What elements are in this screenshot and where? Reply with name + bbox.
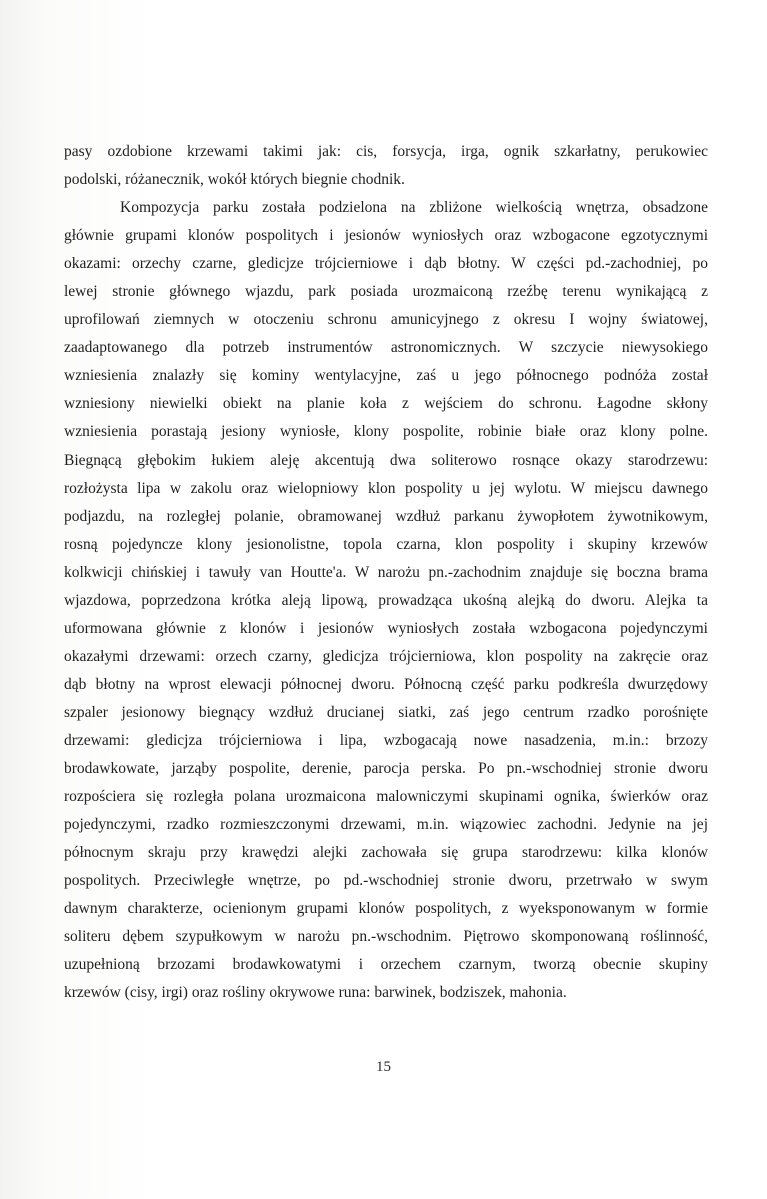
text-line: kolkwicji chińskiej i tawuły van Houtte'a. W narożu pn.-zachodnim znajduje się boczna brama — [64, 563, 708, 581]
body-text — [64, 138, 708, 1007]
text-line: pojedynczymi, rzadko rozmieszczonymi drzewami, m.in. wiązowiec zachodni. Jedynie na jej — [64, 816, 708, 834]
text-line: drzewami: gledicjza trójcierniowa i lipa, wzbogacają nowe nasadzenia, m.in.: brzozy — [64, 731, 708, 749]
text-line: brodawkowate, jarząby pospolite, derenie, parocja perska. Po pn.-wschodniej stronie dworu — [64, 760, 708, 778]
text-line: okazałymi drzewami: orzech czarny, gledicjza trójcierniowa, klon pospolity na zakręcie oraz — [64, 647, 708, 665]
text-line: wjazdowa, poprzedzona krótka aleją lipową, prowadząca ukośną alejką do dworu. Alejka ta — [64, 591, 708, 609]
text-line: okazami: orzechy czarne, gledicjze trójcierniowe i dąb błotny. W części pd.-zachodniej, po — [64, 255, 708, 273]
text-line: uprofilowań ziemnych w otoczeniu schronu amunicyjnego z okresu I wojny światowej, — [64, 311, 708, 329]
text-line: pasy ozdobione krzewami takimi jak: cis, forsycja, irga, ognik szkarłatny, perukowiec — [64, 143, 708, 160]
text-line: wzniesienia znalazły się kominy wentylacyjne, zaś u jego północnego podnóża został — [64, 367, 708, 385]
text-line: zaadaptowanego dla potrzeb instrumentów astronomicznych. W szczycie niewysokiego — [64, 339, 708, 357]
page-number: 15 — [376, 1059, 391, 1075]
text-line: wzniesiony niewielki obiekt na planie koła z wejściem do schronu. Łagodne skłony — [64, 395, 708, 413]
text-line: rozłożysta lipa w zakolu oraz wielopniowy klon pospolity u jej wylotu. W miejscu dawnego — [64, 479, 708, 497]
text-line: soliteru dębem szypułkowym w narożu pn.-wschodnim. Piętrowo skomponowaną roślinność, — [64, 928, 708, 946]
text-line: uzupełnioną brzozami brodawkowatymi i orzechem czarnym, tworzą obecnie skupiny — [64, 956, 708, 974]
text-line: krzewów (cisy, irgi) oraz rośliny okrywowe runa: barwinek, bodziszek, mahonia. — [64, 984, 567, 1002]
paragraph-first-line: Kompozycja parku została podzielona na zbliżone wielkością wnętrza, obsadzone — [120, 199, 708, 217]
text-line: wzniesienia porastają jesiony wyniosłe, klony pospolite, robinie białe oraz klony polne. — [64, 423, 708, 441]
text-line: szpaler jesionowy biegnący wzdłuż drucianej siatki, zaś jego centrum rzadko porośnięte — [64, 703, 708, 721]
text-line: rosną pojedyncze klony jesionolistne, topola czarna, klon pospolity i skupiny krzewów — [64, 535, 708, 553]
text-line: podolski, różanecznik, wokół których biegnie chodnik. — [64, 171, 405, 189]
text-line: dawnym charakterze, ocienionym grupami klonów pospolitych, z wyeksponowanym w formie — [64, 900, 708, 918]
text-line: głównie grupami klonów pospolitych i jesionów wyniosłych oraz wzbogacone egzotycznymi — [64, 227, 708, 245]
text-line: rozpościera się rozległa polana urozmaicona malowniczymi skupinami ognika, świerków oraz — [64, 788, 708, 806]
text-line: pospolitych. Przeciwległe wnętrze, po pd.-wschodniej stronie dworu, przetrwało w swym — [64, 872, 708, 890]
text-line: uformowana głównie z klonów i jesionów wyniosłych została wzbogacona pojedynczymi — [64, 619, 708, 637]
text-line: Biegnącą głębokim łukiem aleję akcentują dwa soliterowo rosnące okazy starodrzewu: — [64, 451, 708, 469]
text-line: lewej stronie głównego wjazdu, park posiada urozmaiconą rzeźbę terenu wynikającą z — [64, 283, 708, 301]
text-line: dąb błotny na wprost elewacji północnej dworu. Północną część parku podkreśla dwurzędowy — [64, 675, 708, 693]
text-line: podjazdu, na rozległej polanie, obramowanej wzdłuż parkanu żywopłotem żywotnikowym, — [64, 507, 708, 525]
text-line: północnym skraju przy krawędzi alejki zachowała się grupa starodrzewu: kilka klonów — [64, 844, 708, 862]
